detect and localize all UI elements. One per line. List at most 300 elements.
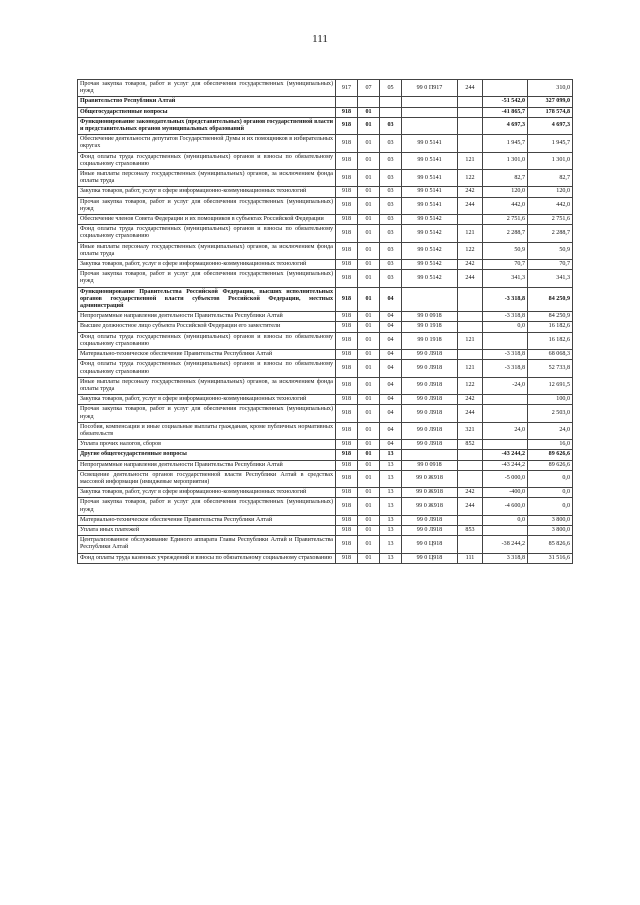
amount-change [483, 332, 528, 349]
row-name: Прочая закупка товаров, работ и услуг для обеспечения государственных (муниципальных) нужд [78, 197, 336, 214]
section-code: 01 [358, 553, 380, 563]
grbs-code: 918 [336, 117, 358, 134]
expense-type-code: 244 [458, 270, 483, 287]
amount-change: 50,9 [483, 242, 528, 259]
section-code: 01 [358, 152, 380, 169]
section-code: 01 [358, 170, 380, 187]
subsection-code: 13 [380, 470, 402, 487]
target-item-code: 99 0 5142 [402, 270, 458, 287]
amount-change: -3 318,8 [483, 312, 528, 322]
target-item-code: 99 0 Ц918 [402, 553, 458, 563]
subsection-code: 13 [380, 515, 402, 525]
amount-total: 100,0 [528, 395, 573, 405]
amount-total: 1 301,0 [528, 152, 573, 169]
target-item-code: 99 0 5142 [402, 215, 458, 225]
amount-change: 24,0 [483, 422, 528, 439]
amount-total: 31 516,6 [528, 553, 573, 563]
subsection-code: 03 [380, 225, 402, 242]
grbs-code: 918 [336, 377, 358, 394]
row-name: Прочая закупка товаров, работ и услуг для обеспечения государственных (муниципальных) нужд [78, 80, 336, 97]
row-name: Материально-техническое обеспечение Правительства Республики Алтай [78, 350, 336, 360]
amount-change: 442,0 [483, 197, 528, 214]
row-name: Фонд оплаты труда государственных (муниципальных) органов и взносы по обязательному социальному страхованию [78, 225, 336, 242]
target-item-code: 99 0 Л918 [402, 405, 458, 422]
amount-total: 84 250,9 [528, 287, 573, 312]
table-row [78, 395, 573, 405]
amount-change [483, 440, 528, 450]
amount-change: 2 288,7 [483, 225, 528, 242]
expense-type-code [458, 312, 483, 322]
amount-total: 68 068,3 [528, 350, 573, 360]
grbs-code: 918 [336, 488, 358, 498]
section-code: 01 [358, 360, 380, 377]
row-name: Прочая закупка товаров, работ и услуг для обеспечения государственных (муниципальных) нужд [78, 405, 336, 422]
amount-total: 120,0 [528, 187, 573, 197]
amount-total: 3 800,0 [528, 515, 573, 525]
target-item-code: 99 0 Ж918 [402, 498, 458, 515]
grbs-code: 918 [336, 450, 358, 460]
section-code: 07 [358, 80, 380, 97]
section-code: 01 [358, 395, 380, 405]
grbs-code: 918 [336, 322, 358, 332]
section-code: 01 [358, 332, 380, 349]
table-row [78, 312, 573, 322]
row-name: Фонд оплаты труда казенных учреждений и взносы по обязательному социальному страхованию [78, 553, 336, 563]
amount-total: 84 250,9 [528, 312, 573, 322]
grbs-code: 918 [336, 107, 358, 117]
grbs-code: 918 [336, 498, 358, 515]
table-row [78, 536, 573, 553]
target-item-code: 99 0 1918 [402, 332, 458, 349]
grbs-code: 918 [336, 270, 358, 287]
expense-type-code: 122 [458, 377, 483, 394]
subsection-code: 13 [380, 536, 402, 553]
amount-change: -3 318,8 [483, 360, 528, 377]
section-code: 01 [358, 225, 380, 242]
table-row [78, 488, 573, 498]
table-row [78, 107, 573, 117]
target-item-code: 99 0 Л918 [402, 350, 458, 360]
expense-type-code: 242 [458, 395, 483, 405]
table-row [78, 450, 573, 460]
amount-change: 1 301,0 [483, 152, 528, 169]
amount-total: 85 826,6 [528, 536, 573, 553]
amount-total: 1 945,7 [528, 135, 573, 152]
subsection-code: 04 [380, 377, 402, 394]
table-row [78, 215, 573, 225]
amount-change: -24,0 [483, 377, 528, 394]
amount-change: -51 542,0 [483, 97, 528, 107]
row-name: Непрограммные направления деятельности Правительства Республики Алтай [78, 312, 336, 322]
expense-type-code: 244 [458, 80, 483, 97]
amount-change: 341,3 [483, 270, 528, 287]
grbs-code: 918 [336, 536, 358, 553]
grbs-code: 918 [336, 332, 358, 349]
target-item-code: 99 0 Ж918 [402, 470, 458, 487]
subsection-code [380, 97, 402, 107]
subsection-code: 04 [380, 360, 402, 377]
amount-total: 0,0 [528, 498, 573, 515]
amount-total: 327 099,0 [528, 97, 573, 107]
row-name: Уплата иных платежей [78, 525, 336, 535]
amount-change: -400,0 [483, 488, 528, 498]
table-row [78, 170, 573, 187]
expense-type-code: 121 [458, 225, 483, 242]
table-row [78, 515, 573, 525]
amount-total: 4 697,3 [528, 117, 573, 134]
expense-type-code: 244 [458, 197, 483, 214]
table-row [78, 242, 573, 259]
section-code: 01 [358, 312, 380, 322]
row-name: Обеспечение деятельности депутатов Государственной Думы и их помощников в избирательных округах [78, 135, 336, 152]
section-code: 01 [358, 350, 380, 360]
amount-change: -43 244,2 [483, 450, 528, 460]
table-row [78, 97, 573, 107]
amount-change: -3 318,8 [483, 287, 528, 312]
target-item-code: 99 0 5141 [402, 197, 458, 214]
amount-total: 89 626,6 [528, 450, 573, 460]
amount-total: 16,0 [528, 440, 573, 450]
grbs-code: 918 [336, 135, 358, 152]
amount-total: 16 182,6 [528, 332, 573, 349]
expense-type-code: 121 [458, 152, 483, 169]
table-row [78, 287, 573, 312]
row-name: Централизованное обслуживание Единого аппарата Главы Республики Алтай и Правительства Республики Алтай [78, 536, 336, 553]
table-row [78, 260, 573, 270]
row-name: Правительство Республики Алтай [78, 97, 336, 107]
row-name: Закупка товаров, работ, услуг в сфере информационно-коммуникационных технологий [78, 395, 336, 405]
grbs-code: 918 [336, 525, 358, 535]
row-name: Освещение деятельности органов государственной власти Республики Алтай в средствах массовой информации (имиджевые мероприятия) [78, 470, 336, 487]
expense-type-code [458, 97, 483, 107]
target-item-code: 99 0 Ж918 [402, 488, 458, 498]
grbs-code: 918 [336, 460, 358, 470]
amount-change [483, 405, 528, 422]
target-item-code: 99 0 5141 [402, 170, 458, 187]
subsection-code: 05 [380, 80, 402, 97]
row-name: Непрограммные направления деятельности Правительства Республики Алтай [78, 460, 336, 470]
target-item-code: 99 0 Л918 [402, 422, 458, 439]
section-code: 01 [358, 536, 380, 553]
grbs-code: 918 [336, 470, 358, 487]
target-item-code: 99 0 П917 [402, 80, 458, 97]
row-name: Фонд оплаты труда государственных (муниципальных) органов и взносы по обязательному социальному страхованию [78, 332, 336, 349]
subsection-code [380, 107, 402, 117]
grbs-code: 918 [336, 360, 358, 377]
page-number: 111 [312, 33, 328, 45]
target-item-code: 99 0 0918 [402, 312, 458, 322]
expense-type-code: 121 [458, 360, 483, 377]
amount-change: -43 244,2 [483, 460, 528, 470]
section-code: 01 [358, 270, 380, 287]
expense-type-code [458, 117, 483, 134]
amount-total: 24,0 [528, 422, 573, 439]
amount-change: 120,0 [483, 187, 528, 197]
grbs-code: 917 [336, 80, 358, 97]
expense-type-code [458, 350, 483, 360]
target-item-code: 99 0 1918 [402, 322, 458, 332]
subsection-code: 03 [380, 187, 402, 197]
grbs-code: 918 [336, 440, 358, 450]
expense-type-code [458, 107, 483, 117]
table-row [78, 350, 573, 360]
section-code: 01 [358, 422, 380, 439]
target-item-code: 99 0 5142 [402, 242, 458, 259]
section-code: 01 [358, 242, 380, 259]
expense-type-code [458, 450, 483, 460]
expense-type-code [458, 322, 483, 332]
subsection-code: 03 [380, 260, 402, 270]
target-item-code: 99 0 Л918 [402, 360, 458, 377]
row-name: Пособия, компенсации и иные социальные выплаты гражданам, кроме публичных нормативных обязательств [78, 422, 336, 439]
amount-total: 2 288,7 [528, 225, 573, 242]
table-row [78, 152, 573, 169]
amount-change [483, 395, 528, 405]
amount-change: 0,0 [483, 515, 528, 525]
row-name: Фонд оплаты труда государственных (муниципальных) органов и взносы по обязательному социальному страхованию [78, 152, 336, 169]
section-code: 01 [358, 450, 380, 460]
target-item-code: 99 0 Л918 [402, 515, 458, 525]
subsection-code: 04 [380, 312, 402, 322]
subsection-code: 13 [380, 553, 402, 563]
subsection-code: 03 [380, 117, 402, 134]
expense-type-code [458, 287, 483, 312]
amount-total: 442,0 [528, 197, 573, 214]
expense-type-code: 111 [458, 553, 483, 563]
grbs-code: 918 [336, 187, 358, 197]
expense-type-code: 242 [458, 488, 483, 498]
grbs-code: 918 [336, 312, 358, 322]
target-item-code [402, 450, 458, 460]
expense-type-code: 852 [458, 440, 483, 450]
target-item-code: 99 0 5142 [402, 260, 458, 270]
expense-type-code: 122 [458, 242, 483, 259]
amount-total: 178 574,8 [528, 107, 573, 117]
amount-change: 82,7 [483, 170, 528, 187]
table-row [78, 422, 573, 439]
table-row [78, 440, 573, 450]
amount-change: -5 000,0 [483, 470, 528, 487]
amount-change: -41 865,7 [483, 107, 528, 117]
row-name: Прочая закупка товаров, работ и услуг для обеспечения государственных (муниципальных) нужд [78, 270, 336, 287]
subsection-code: 03 [380, 135, 402, 152]
table-row [78, 525, 573, 535]
table-row [78, 460, 573, 470]
target-item-code: 99 0 5141 [402, 135, 458, 152]
table-row [78, 553, 573, 563]
grbs-code: 918 [336, 225, 358, 242]
target-item-code: 99 0 Л918 [402, 440, 458, 450]
expense-type-code: 121 [458, 332, 483, 349]
table-row [78, 135, 573, 152]
target-item-code [402, 107, 458, 117]
subsection-code: 03 [380, 242, 402, 259]
row-name: Общегосударственные вопросы [78, 107, 336, 117]
amount-change: 1 945,7 [483, 135, 528, 152]
amount-total: 2 503,0 [528, 405, 573, 422]
amount-change: -3 318,8 [483, 350, 528, 360]
amount-change: 70,7 [483, 260, 528, 270]
section-code: 01 [358, 117, 380, 134]
subsection-code: 04 [380, 322, 402, 332]
grbs-code: 918 [336, 152, 358, 169]
expense-type-code [458, 460, 483, 470]
amount-total: 16 182,6 [528, 322, 573, 332]
table-row [78, 80, 573, 97]
table-row [78, 332, 573, 349]
row-name: Закупка товаров, работ, услуг в сфере информационно-коммуникационных технологий [78, 260, 336, 270]
section-code: 01 [358, 498, 380, 515]
subsection-code: 03 [380, 170, 402, 187]
grbs-code: 918 [336, 350, 358, 360]
row-name: Закупка товаров, работ, услуг в сфере информационно-коммуникационных технологий [78, 187, 336, 197]
row-name: Уплата прочих налогов, сборов [78, 440, 336, 450]
section-code: 01 [358, 135, 380, 152]
amount-change: -38 244,2 [483, 536, 528, 553]
expense-type-code [458, 135, 483, 152]
row-name: Иные выплаты персоналу государственных (муниципальных) органов, за исключением фонда оплаты труда [78, 170, 336, 187]
subsection-code: 03 [380, 270, 402, 287]
row-name: Фонд оплаты труда государственных (муниципальных) органов и взносы по обязательному социальному страхованию [78, 360, 336, 377]
grbs-code: 918 [336, 260, 358, 270]
expense-type-code [458, 470, 483, 487]
row-name: Иные выплаты персоналу государственных (муниципальных) органов, за исключением фонда оплаты труда [78, 377, 336, 394]
section-code: 01 [358, 187, 380, 197]
grbs-code [336, 97, 358, 107]
table-row [78, 270, 573, 287]
expense-type-code: 244 [458, 498, 483, 515]
amount-total: 89 626,6 [528, 460, 573, 470]
table-row [78, 360, 573, 377]
row-name: Закупка товаров, работ, услуг в сфере информационно-коммуникационных технологий [78, 488, 336, 498]
subsection-code: 03 [380, 152, 402, 169]
row-name: Другие общегосударственные вопросы [78, 450, 336, 460]
grbs-code: 918 [336, 170, 358, 187]
amount-change: 3 318,8 [483, 553, 528, 563]
target-item-code: 99 0 Л918 [402, 525, 458, 535]
table-row [78, 377, 573, 394]
target-item-code: 99 0 5141 [402, 187, 458, 197]
subsection-code: 13 [380, 498, 402, 515]
table-row [78, 322, 573, 332]
section-code [358, 97, 380, 107]
amount-total: 310,0 [528, 80, 573, 97]
table-row [78, 498, 573, 515]
amount-change [483, 80, 528, 97]
section-code: 01 [358, 488, 380, 498]
amount-total: 3 800,0 [528, 525, 573, 535]
section-code: 01 [358, 260, 380, 270]
budget-table-body [78, 80, 573, 564]
amount-total: 52 733,8 [528, 360, 573, 377]
grbs-code: 918 [336, 553, 358, 563]
section-code: 01 [358, 470, 380, 487]
amount-total: 50,9 [528, 242, 573, 259]
target-item-code [402, 287, 458, 312]
target-item-code: 99 0 Л918 [402, 395, 458, 405]
expense-type-code: 242 [458, 187, 483, 197]
row-name: Обеспечение членов Совета Федерации и их помощников в субъектах Российской Федерации [78, 215, 336, 225]
grbs-code: 918 [336, 242, 358, 259]
subsection-code: 13 [380, 450, 402, 460]
row-name: Высшее должностное лицо субъекта Российской Федерации его заместители [78, 322, 336, 332]
subsection-code: 04 [380, 405, 402, 422]
section-code: 01 [358, 405, 380, 422]
section-code: 01 [358, 107, 380, 117]
grbs-code: 918 [336, 515, 358, 525]
section-code: 01 [358, 197, 380, 214]
expense-type-code: 242 [458, 260, 483, 270]
expense-type-code: 321 [458, 422, 483, 439]
section-code: 01 [358, 440, 380, 450]
expense-type-code [458, 215, 483, 225]
grbs-code: 918 [336, 287, 358, 312]
amount-total: 2 751,6 [528, 215, 573, 225]
table-row [78, 197, 573, 214]
subsection-code: 04 [380, 350, 402, 360]
row-name: Иные выплаты персоналу государственных (муниципальных) органов, за исключением фонда оплаты труда [78, 242, 336, 259]
amount-total: 70,7 [528, 260, 573, 270]
amount-total: 12 691,5 [528, 377, 573, 394]
subsection-code: 13 [380, 460, 402, 470]
amount-change [483, 525, 528, 535]
subsection-code: 03 [380, 197, 402, 214]
amount-change: 0,0 [483, 322, 528, 332]
expense-type-code [458, 536, 483, 553]
section-code: 01 [358, 515, 380, 525]
table-row [78, 117, 573, 134]
grbs-code: 918 [336, 215, 358, 225]
section-code: 01 [358, 287, 380, 312]
section-code: 01 [358, 525, 380, 535]
target-item-code: 99 0 Л918 [402, 377, 458, 394]
amount-change: 4 697,3 [483, 117, 528, 134]
subsection-code: 04 [380, 332, 402, 349]
subsection-code: 13 [380, 525, 402, 535]
row-name: Функционирование Правительства Российской Федерации, высших исполнительных органов государственной власти субъектов Российской Федерации, местных администраций [78, 287, 336, 312]
grbs-code: 918 [336, 405, 358, 422]
target-item-code [402, 117, 458, 134]
table-row [78, 470, 573, 487]
expense-type-code: 853 [458, 525, 483, 535]
subsection-code: 04 [380, 422, 402, 439]
expense-type-code: 244 [458, 405, 483, 422]
subsection-code: 13 [380, 488, 402, 498]
subsection-code: 03 [380, 215, 402, 225]
amount-total: 341,3 [528, 270, 573, 287]
section-code: 01 [358, 377, 380, 394]
grbs-code: 918 [336, 422, 358, 439]
expense-type-code [458, 515, 483, 525]
subsection-code: 04 [380, 440, 402, 450]
subsection-code: 04 [380, 395, 402, 405]
row-name: Материально-техническое обеспечение Правительства Республики Алтай [78, 515, 336, 525]
expense-type-code: 122 [458, 170, 483, 187]
grbs-code: 918 [336, 197, 358, 214]
section-code: 01 [358, 322, 380, 332]
amount-change: 2 751,6 [483, 215, 528, 225]
budget-table [77, 79, 573, 564]
table-row [78, 405, 573, 422]
table-row [78, 187, 573, 197]
target-item-code: 99 0 5141 [402, 152, 458, 169]
row-name: Функционирование законодательных (представительных) органов государственной власти и представительных органов муниципальных образований [78, 117, 336, 134]
target-item-code: 99 0 0918 [402, 460, 458, 470]
target-item-code: 99 0 5142 [402, 225, 458, 242]
section-code: 01 [358, 460, 380, 470]
target-item-code [402, 97, 458, 107]
grbs-code: 918 [336, 395, 358, 405]
